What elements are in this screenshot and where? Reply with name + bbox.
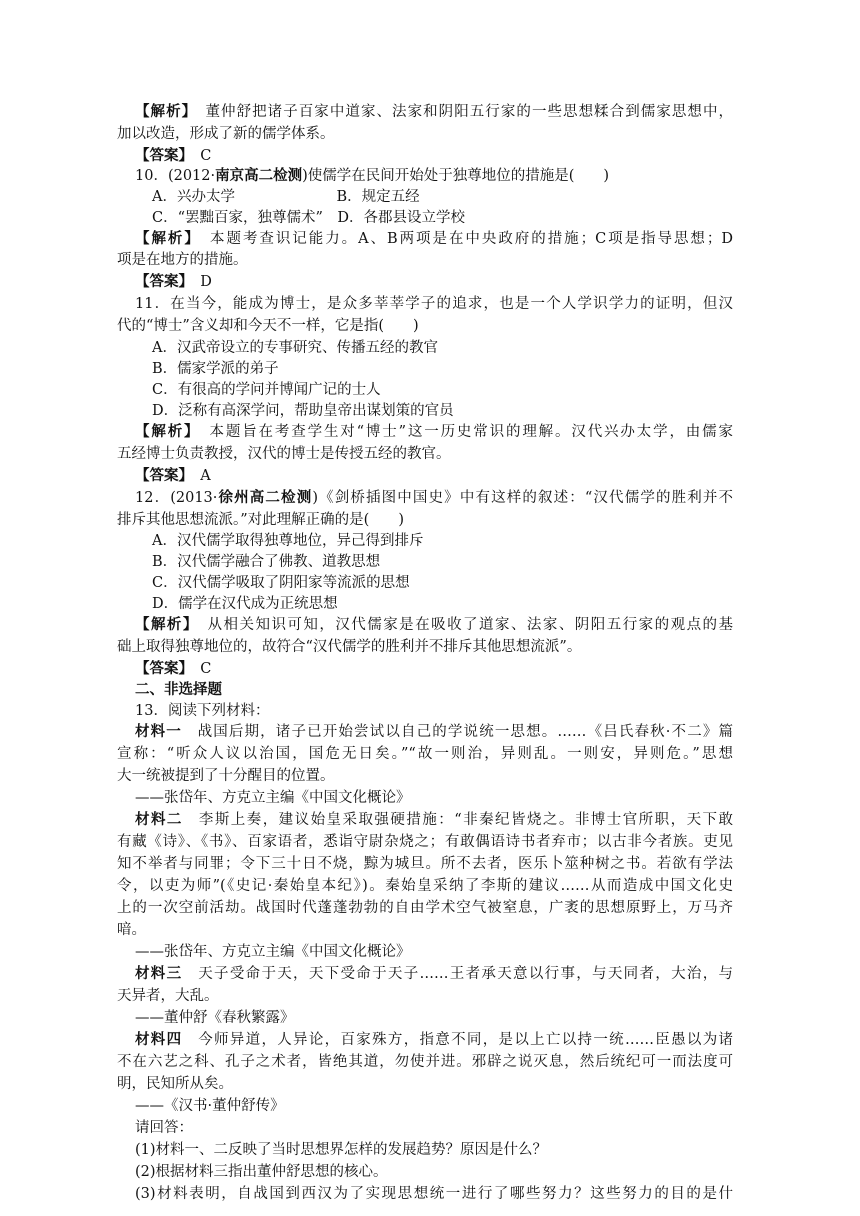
text-run: ——董仲舒《春秋繁露》 — [135, 1010, 295, 1026]
text-run: 加以改造，形成了新的儒学体系。 — [117, 126, 335, 142]
text-line — [152, 594, 338, 614]
text-run: )《剑桥插图中国史》中有这样的叙述：“汉代儒学的胜利并不 — [312, 490, 733, 506]
bold-label: 【解析】 — [135, 617, 192, 633]
text-run: 不在六艺之科、孔子之术者，皆绝其道，勿使并进。邪辟之说灭息，然后统纪可一而法度可 — [117, 1054, 733, 1070]
text-run: 喑。 — [117, 922, 146, 938]
text-run: C．有很高的学问并博闻广记的士人 — [152, 382, 381, 398]
text-run: (3)材料表明，自战国到西汉为了实现思想统一进行了哪些努力？这些努力的目的是什 — [135, 1186, 733, 1202]
text-run: )使儒学在民间开始处于独尊地位的措施是( ) — [302, 168, 610, 184]
text-run: 本题考查识记能力。A、B两项是在中央政府的措施；C项是指导思想；D — [193, 231, 733, 247]
text-run: 有藏《诗》、《书》、百家语者，悉诣守尉杂烧之；有敢偶语诗书者弃市；以古非今者族。吏见 — [117, 834, 733, 850]
bold-label: 材料二 — [135, 812, 183, 828]
text-line — [117, 1052, 733, 1072]
text-line — [117, 316, 419, 336]
text-line — [152, 573, 410, 593]
text-line — [135, 294, 733, 314]
text-line — [117, 1074, 233, 1094]
text-line — [135, 422, 733, 442]
text-line — [135, 1008, 295, 1028]
bold-label: 【答案】 — [135, 661, 186, 677]
text-run: ——张岱年、方克立主编《中国文化概论》 — [135, 790, 411, 806]
text-run: 今师异道，人异论，百家殊方，指意不同，是以上亡以持一统……臣愚以为诸 — [182, 1032, 733, 1048]
bold-label: 【解析】 — [135, 424, 194, 440]
text-line — [135, 102, 733, 122]
text-line — [152, 359, 279, 379]
text-line — [135, 615, 733, 635]
text-line — [117, 876, 733, 896]
text-run: 代的“博士”含义却和今天不一样，它是指( ) — [117, 318, 419, 334]
text-line — [135, 722, 733, 742]
bold-label: 【答案】 — [135, 148, 186, 164]
text-run: 大一统被提到了十分醒目的位置。 — [117, 768, 335, 784]
text-run: 董仲舒把诸子百家中道家、法家和阴阳五行家的一些思想糅合到儒家思想中， — [189, 104, 733, 120]
text-line — [117, 854, 733, 874]
text-run: ——《汉书·董仲舒传》 — [135, 1098, 285, 1114]
text-line — [135, 166, 609, 186]
text-line — [152, 401, 454, 421]
text-run: 上的一次空前活劫。战国时代蓬蓬勃勃的自由学术空气被窒息，广袤的思想原野上，万马齐 — [117, 900, 733, 916]
text-line — [152, 338, 438, 358]
text-line — [135, 810, 733, 830]
text-run: A．兴办太学 B．规定五经 — [152, 189, 420, 205]
bold-label: 材料四 — [135, 1032, 183, 1048]
text-run: 11．在当今，能成为博士，是众多莘莘学子的追求，也是一个人学识学力的证明，但汉 — [135, 296, 733, 312]
bold-label: 材料一 — [135, 724, 182, 740]
text-line — [152, 208, 465, 228]
text-run: 令，以吏为师”(《史记·秦始皇本纪》)。秦始皇采纳了李斯的建议……从而造成中国文化史 — [117, 878, 733, 894]
text-run: D — [185, 274, 212, 290]
text-run: 天异者，大乱。 — [117, 988, 219, 1004]
bold-label: 【解析】 — [135, 231, 194, 247]
text-line — [135, 1096, 285, 1116]
bold-label: 【答案】 — [135, 468, 186, 484]
text-run: 五经博士负责教授，汉代的博士是传授五经的教官。 — [117, 446, 451, 462]
text-line — [135, 1162, 388, 1182]
text-line — [117, 832, 733, 852]
text-run: D．泛称有高深学问，帮助皇帝出谋划策的官员 — [152, 403, 454, 419]
bold-label: 南京高二检测 — [215, 168, 303, 184]
text-line — [135, 1030, 733, 1050]
text-line — [135, 680, 222, 700]
text-run: A．汉武帝设立的专事研究、传播五经的教官 — [152, 340, 438, 356]
bold-label: 【答案】 — [135, 274, 186, 290]
text-run: B．汉代儒学融合了佛教、道教思想 — [152, 554, 381, 570]
text-run: ——张岱年、方克立主编《中国文化概论》 — [135, 944, 411, 960]
text-run: D．儒学在汉代成为正统思想 — [152, 596, 338, 612]
text-line — [135, 964, 733, 984]
text-line — [135, 146, 211, 166]
text-run: 排斥其他思想流派。”对此理解正确的是( ) — [117, 512, 404, 528]
text-line — [117, 124, 335, 144]
text-run: C．“罢黜百家，独尊儒术” D．各郡县设立学校 — [152, 210, 466, 226]
text-line — [135, 1140, 547, 1160]
text-line — [117, 250, 248, 270]
text-line — [135, 701, 269, 721]
text-run: B．儒家学派的弟子 — [152, 361, 279, 377]
text-run: 战国后期，诸子已开始尝试以自己的学说统一思想。……《吕氏春秋·不二》篇 — [181, 724, 733, 740]
text-line — [152, 380, 381, 400]
text-run: 宣称：“听众人议以治国，国危无日矣。”“故一则治，异则乱。一则安，异则危。”思想 — [117, 746, 733, 762]
text-line — [117, 920, 146, 940]
text-run: (1)材料一、二反映了当时思想界怎样的发展趋势？原因是什么？ — [135, 1142, 548, 1158]
text-line — [135, 788, 411, 808]
text-run: C．汉代儒学吸取了阴阳家等流派的思想 — [152, 575, 410, 591]
text-run: C — [185, 148, 212, 164]
text-run: 天子受命于天，天下受命于天子……王者承天意以行事，与天同者，大治，与 — [182, 966, 733, 982]
bold-label: 二、非选择题 — [135, 682, 222, 698]
text-run: 本题旨在考查学生对“博士”这一历史常识的理解。汉代兴办太学，由儒家 — [193, 424, 733, 440]
text-line — [135, 659, 211, 679]
text-line — [117, 510, 404, 530]
text-line — [152, 531, 423, 551]
text-line — [117, 744, 733, 764]
text-line — [117, 637, 581, 657]
text-line — [117, 986, 219, 1006]
bold-label: 材料三 — [135, 966, 183, 982]
text-run: 12．(2013· — [135, 490, 218, 506]
text-run: 10．(2012· — [135, 168, 216, 184]
bold-label: 徐州高二检测 — [217, 490, 313, 506]
text-line — [117, 444, 451, 464]
text-line — [152, 187, 420, 207]
bold-label: 【解析】 — [135, 104, 190, 120]
text-line — [135, 272, 212, 292]
text-line — [117, 766, 335, 786]
text-run: 项是在地方的措施。 — [117, 252, 248, 268]
text-line — [135, 1118, 193, 1138]
text-run: (2)根据材料三指出董仲舒思想的核心。 — [135, 1164, 388, 1180]
text-run: 知不举者与同罪；令下三十日不烧，黥为城旦。所不去者，医乐卜筮种树之书。若欲有学法 — [117, 856, 733, 872]
text-run: 李斯上奏，建议始皇采取强硬措施：“非秦纪皆烧之。非博士官所职，天下敢 — [182, 812, 733, 828]
text-run: A — [185, 468, 211, 484]
text-run: 请回答： — [135, 1120, 193, 1136]
text-line — [152, 552, 380, 572]
text-line — [135, 942, 411, 962]
text-run: C — [185, 661, 212, 677]
text-run: 从相关知识可知，汉代儒家是在吸收了道家、法家、阴阳五行家的观点的基 — [191, 617, 733, 633]
text-line — [117, 898, 733, 918]
text-run: 13．阅读下列材料： — [135, 703, 270, 719]
text-run: 础上取得独尊地位的，故符合“汉代儒学的胜利并不排斥其他思想流派”。 — [117, 639, 582, 655]
text-line — [135, 488, 733, 508]
text-line — [135, 466, 211, 486]
text-line — [135, 1184, 733, 1204]
text-run: A．汉代儒学取得独尊地位，异己得到排斥 — [152, 533, 424, 549]
text-run: 明，民知所从矣。 — [117, 1076, 233, 1092]
text-line — [135, 229, 733, 249]
